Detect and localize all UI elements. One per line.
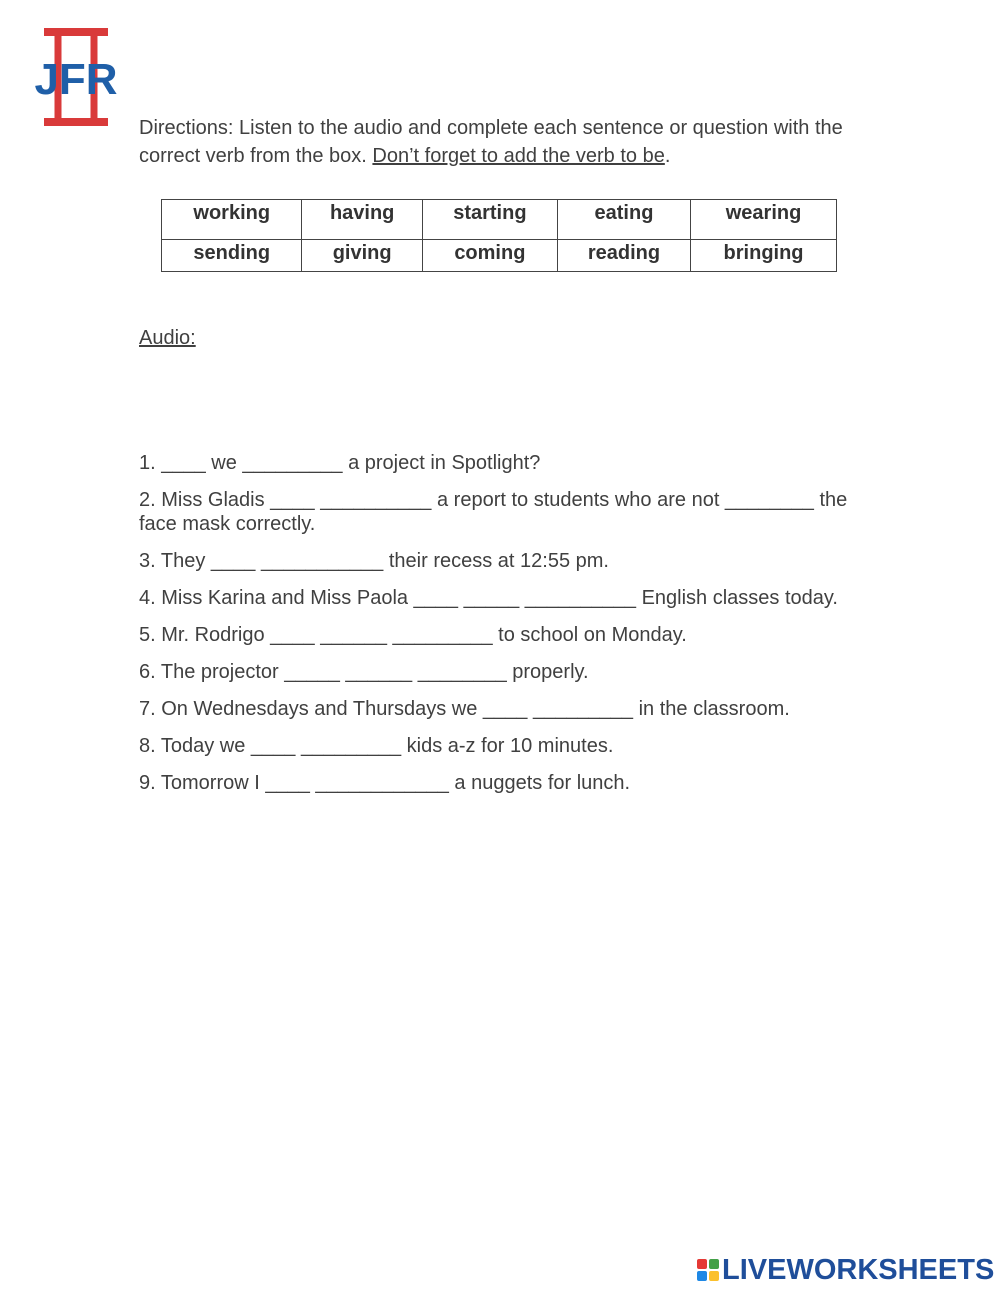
question-item: 6. The projector _____ ______ ________ properly.	[139, 661, 589, 683]
verb-cell: coming	[422, 240, 557, 272]
question-item: 3. They ____ ___________ their recess at 12:55 pm.	[139, 550, 609, 572]
brand-icon-square	[709, 1271, 719, 1281]
brand-icon-square	[697, 1271, 707, 1281]
liveworksheets-icon	[697, 1259, 719, 1281]
directions-suffix: .	[664, 145, 671, 167]
jfr-logo	[30, 28, 122, 126]
verb-cell: starting	[422, 200, 557, 240]
verb-cell: sending	[162, 240, 302, 272]
directions	[139, 114, 879, 170]
question-item: 7. On Wednesdays and Thursdays we ____ _________ in the classroom.	[139, 698, 790, 720]
verb-cell: reading	[557, 240, 690, 272]
directions-text: Directions: Listen to the audio and complete each sentence or question with the correct verb from the box.	[139, 117, 843, 167]
liveworksheets-brand	[697, 1252, 997, 1288]
verb-row	[162, 240, 837, 272]
directions-underlined: Don’t forget to add the verb to be	[372, 145, 665, 167]
logo-text: JFR	[34, 55, 118, 104]
jfr-logo-graphic	[30, 28, 122, 126]
audio-label: Audio:	[139, 327, 196, 349]
verb-cell: eating	[557, 200, 690, 240]
question-item: 2. Miss Gladis ____ __________ a report to students who are not ________ the face mask correctly.	[139, 489, 848, 535]
verb-row	[162, 200, 837, 240]
verb-cell: bringing	[691, 240, 837, 272]
question-item: 8. Today we ____ _________ kids a-z for 10 minutes.	[139, 735, 614, 757]
brand-icon-square	[709, 1259, 719, 1269]
brand-text: LIVEWORKSHEETS	[722, 1253, 995, 1286]
question-item: 1. ____ we _________ a project in Spotlight?	[139, 452, 541, 474]
brand-icon-square	[697, 1259, 707, 1269]
verb-cell: working	[162, 200, 302, 240]
verb-cell: wearing	[691, 200, 837, 240]
question-item: 9. Tomorrow I ____ ____________ a nuggets for lunch.	[139, 772, 631, 794]
question-list	[139, 451, 869, 808]
verb-cell: having	[302, 200, 422, 240]
question-item: 5. Mr. Rodrigo ____ ______ _________ to school on Monday.	[139, 624, 687, 646]
question-item: 4. Miss Karina and Miss Paola ____ _____ __________ English classes today.	[139, 587, 838, 609]
verb-box	[161, 199, 837, 272]
verb-cell: giving	[302, 240, 422, 272]
